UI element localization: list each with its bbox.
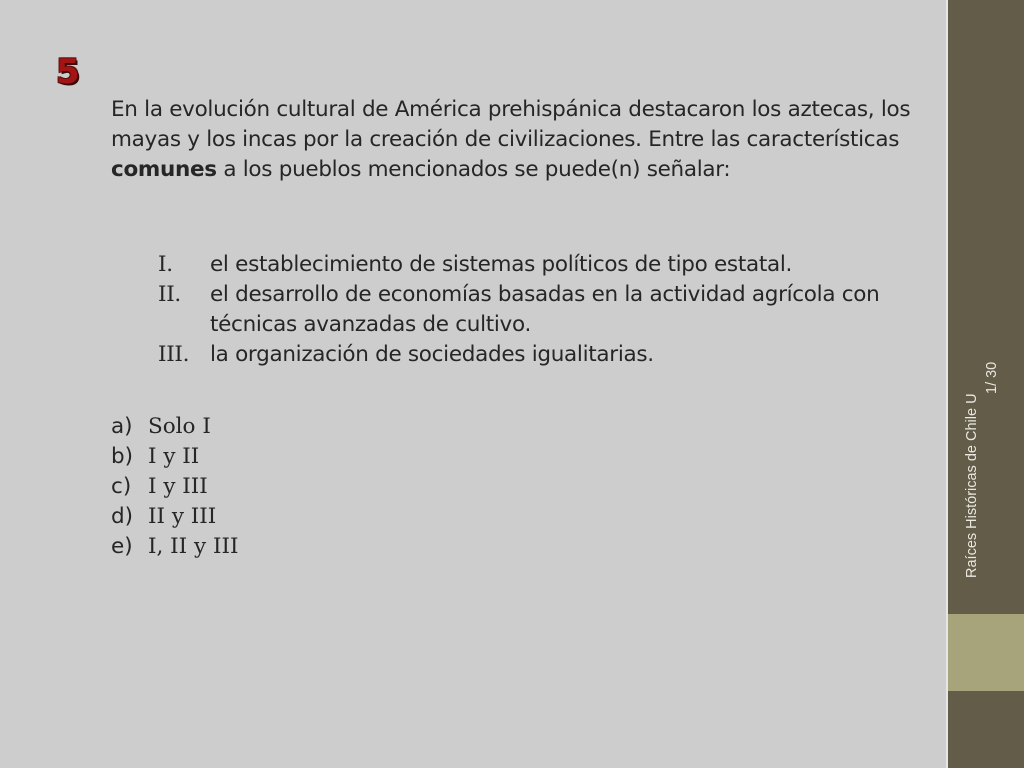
question-number: 5 <box>56 52 80 92</box>
option-text: I y II <box>148 444 200 469</box>
option-text: I, II y III <box>148 534 239 559</box>
option-letter: e) <box>111 534 133 559</box>
statement-text: la organización de sociedades igualitarias. <box>210 342 654 367</box>
option-letter: c) <box>111 474 132 499</box>
statement-text: el desarrollo de economías basadas en la actividad agrícola con técnicas avanzadas de cultivo. <box>210 282 880 337</box>
statement-number: I. <box>158 252 173 277</box>
statement-number: II. <box>158 282 181 307</box>
option-letter: a) <box>111 414 133 439</box>
option-letter: d) <box>111 504 134 529</box>
sidebar-accent-block <box>948 614 1024 691</box>
option-b[interactable] <box>111 442 238 472</box>
option-e[interactable] <box>111 532 238 562</box>
statement-list <box>158 250 918 370</box>
question-part-2: a los pueblos mencionados se puede(n) señalar: <box>216 157 731 182</box>
vertical-footer <box>958 348 1006 580</box>
option-text: Solo I <box>148 414 211 439</box>
statement-item <box>158 250 918 280</box>
footer-page-number: 1/ 30 <box>984 361 1000 394</box>
question-emphasis: comunes <box>111 157 217 182</box>
option-d[interactable] <box>111 502 238 532</box>
statement-text: el establecimiento de sistemas políticos de tipo estatal. <box>210 252 793 277</box>
statement-number: III. <box>158 342 190 367</box>
question-text <box>111 95 941 185</box>
footer-title: Raíces Históricas de Chile U <box>964 393 980 578</box>
answer-options <box>111 412 238 562</box>
option-text: II y III <box>148 504 217 529</box>
option-c[interactable] <box>111 472 238 502</box>
option-letter: b) <box>111 444 134 469</box>
statement-item <box>158 280 918 340</box>
option-a[interactable] <box>111 412 238 442</box>
question-part-1: En la evolución cultural de América prehispánica destacaron los aztecas, los mayas y los incas por la creación de civilizaciones. Entre las características <box>111 97 911 152</box>
option-text: I y III <box>148 474 208 499</box>
statement-item <box>158 340 918 370</box>
